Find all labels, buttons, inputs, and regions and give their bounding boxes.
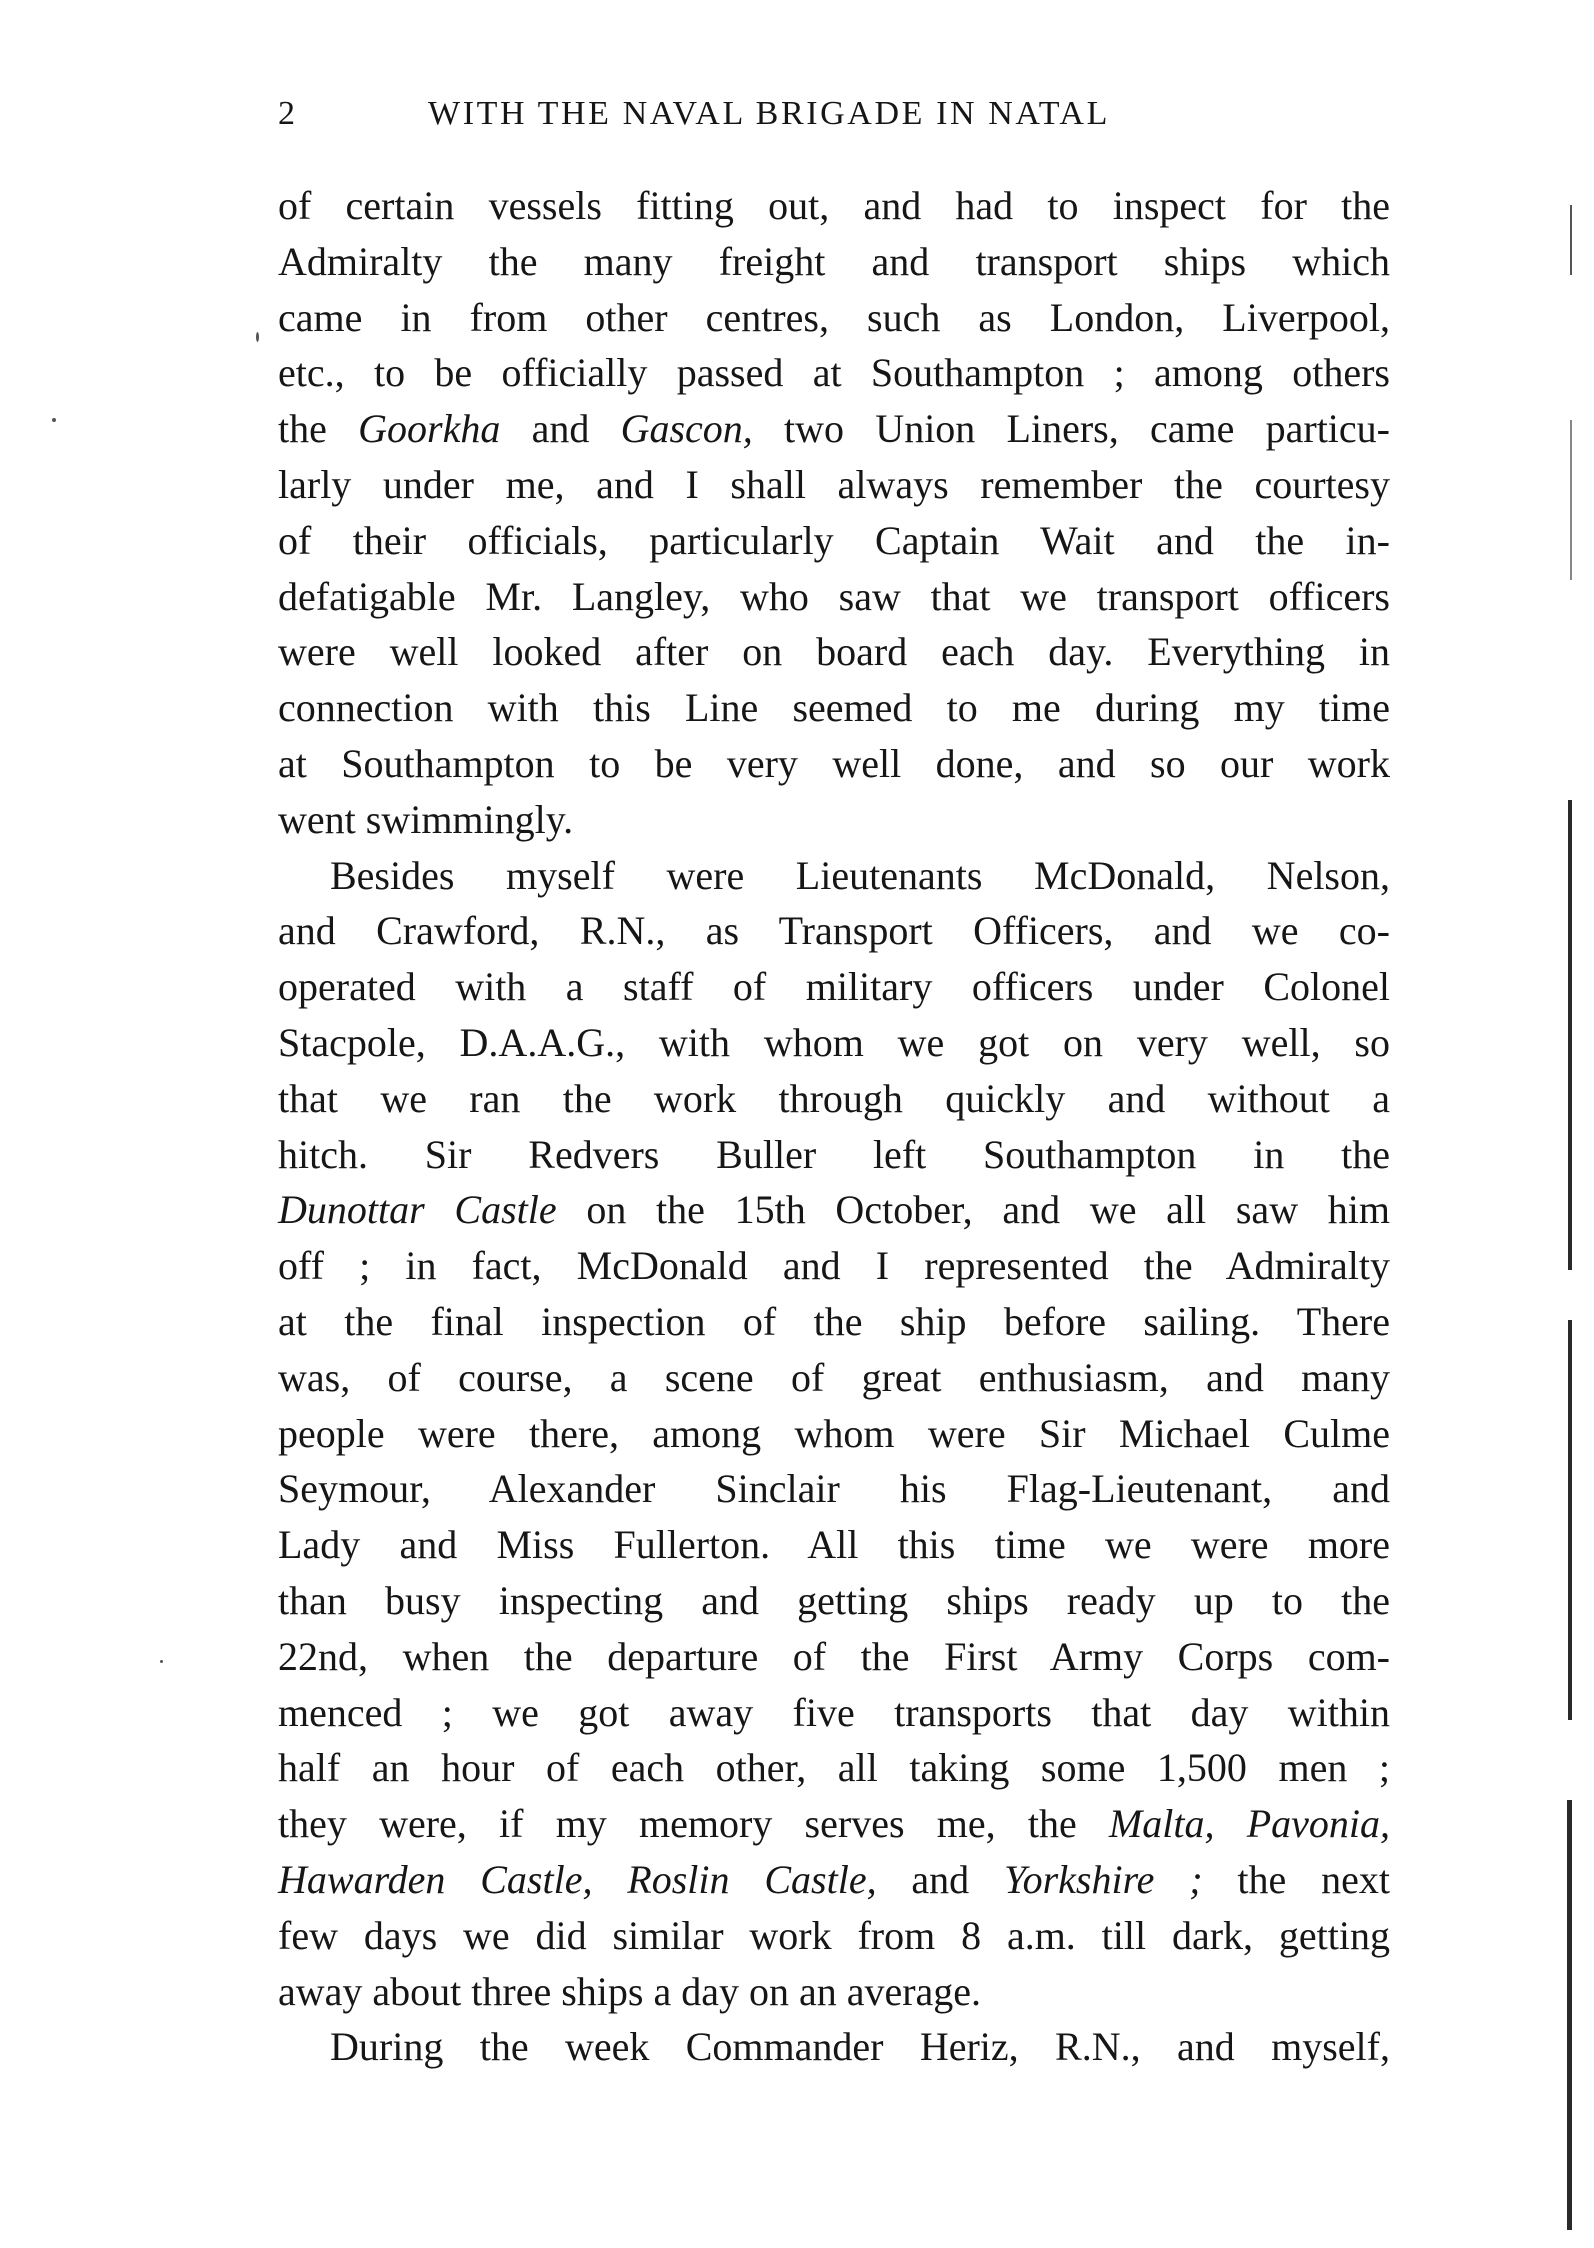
text-line: menced ; we got away five transports that day within bbox=[278, 1689, 1390, 1735]
text-line: went swimmingly. bbox=[278, 796, 574, 842]
running-head: WITH THE NAVAL BRIGADE IN NATAL bbox=[428, 95, 1110, 132]
text-line: off ; in fact, McDonald and I represented the Admiralty bbox=[278, 1243, 1390, 1289]
text-line: operated with a staff of military officers under Colonel bbox=[278, 964, 1390, 1010]
text-line: the Goorkha and Gascon, two Union Liners, came particu- bbox=[278, 406, 1390, 452]
paper-speck bbox=[256, 332, 259, 342]
text-line: people were there, among whom were Sir Michael Culme bbox=[278, 1410, 1390, 1456]
text-line: etc., to be officially passed at Southampton ; among others bbox=[278, 350, 1390, 396]
text-line: defatigable Mr. Langley, who saw that we transport officers bbox=[278, 573, 1390, 619]
text-line: few days we did similar work from 8 a.m. till dark, getting bbox=[278, 1912, 1390, 1958]
italic-name: Dunottar Castle bbox=[278, 1187, 557, 1233]
italic-name: Goorkha bbox=[358, 406, 501, 452]
text-line: Besides myself were Lieutenants McDonald, Nelson, bbox=[330, 852, 1390, 898]
text-line: Stacpole, D.A.A.G., with whom we got on very well, so bbox=[278, 1019, 1390, 1065]
edge-shadow-mark bbox=[1567, 1800, 1572, 2230]
text-line: they were, if my memory serves me, the Malta, Pavonia, bbox=[278, 1801, 1390, 1847]
text-line: Hawarden Castle, Roslin Castle, and Yorkshire ; the next bbox=[278, 1856, 1390, 1902]
text-line: Dunottar Castle on the 15th October, and we all saw him bbox=[278, 1187, 1391, 1233]
paper-speck bbox=[160, 1660, 163, 1663]
text-line: Seymour, Alexander Sinclair his Flag-Lieutenant, and bbox=[278, 1466, 1390, 1512]
edge-shadow-mark bbox=[1570, 420, 1572, 580]
paper-speck bbox=[52, 418, 56, 422]
text-line: at Southampton to be very well done, and so our work bbox=[278, 740, 1390, 786]
text-line: 22nd, when the departure of the First Army Corps com- bbox=[278, 1633, 1390, 1679]
text-line: and Crawford, R.N., as Transport Officers, and we co- bbox=[278, 908, 1390, 954]
text-line: of their officials, particularly Captain Wait and the in- bbox=[278, 517, 1390, 563]
text-line: During the week Commander Heriz, R.N., and myself, bbox=[330, 2024, 1390, 2070]
text-line: of certain vessels fitting out, and had to inspect for the bbox=[278, 183, 1390, 228]
italic-name: Yorkshire ; bbox=[1004, 1856, 1203, 1902]
text-line: came in from other centres, such as London, Liverpool, bbox=[278, 294, 1390, 340]
page-number: 2 bbox=[278, 95, 295, 132]
italic-name: Hawarden Castle, Roslin Castle, bbox=[278, 1856, 877, 1902]
text-line: than busy inspecting and getting ships ready up to the bbox=[278, 1577, 1390, 1623]
body-text bbox=[278, 178, 1390, 2075]
italic-name: Gascon, bbox=[620, 406, 753, 452]
italic-name: Malta, Pavonia, bbox=[1108, 1801, 1390, 1847]
text-line: away about three ships a day on an average. bbox=[278, 1968, 982, 2014]
edge-shadow-mark bbox=[1568, 800, 1572, 1270]
text-line: Lady and Miss Fullerton. All this time we were more bbox=[278, 1522, 1390, 1568]
text-line: that we ran the work through quickly and without a bbox=[278, 1075, 1390, 1121]
text-line: hitch. Sir Redvers Buller left Southampton in the bbox=[278, 1131, 1390, 1177]
text-line: connection with this Line seemed to me during my time bbox=[278, 685, 1390, 731]
text-line: larly under me, and I shall always remember the courtesy bbox=[278, 461, 1390, 507]
edge-shadow-mark bbox=[1568, 1320, 1572, 1720]
text-line: at the final inspection of the ship before sailing. There bbox=[278, 1298, 1390, 1344]
edge-shadow-mark bbox=[1570, 205, 1572, 275]
text-line: Admiralty the many freight and transport ships which bbox=[278, 238, 1390, 284]
text-line: was, of course, a scene of great enthusiasm, and many bbox=[278, 1354, 1390, 1400]
text-line: were well looked after on board each day. Everything in bbox=[278, 629, 1390, 675]
text-line: half an hour of each other, all taking some 1,500 men ; bbox=[278, 1745, 1390, 1791]
